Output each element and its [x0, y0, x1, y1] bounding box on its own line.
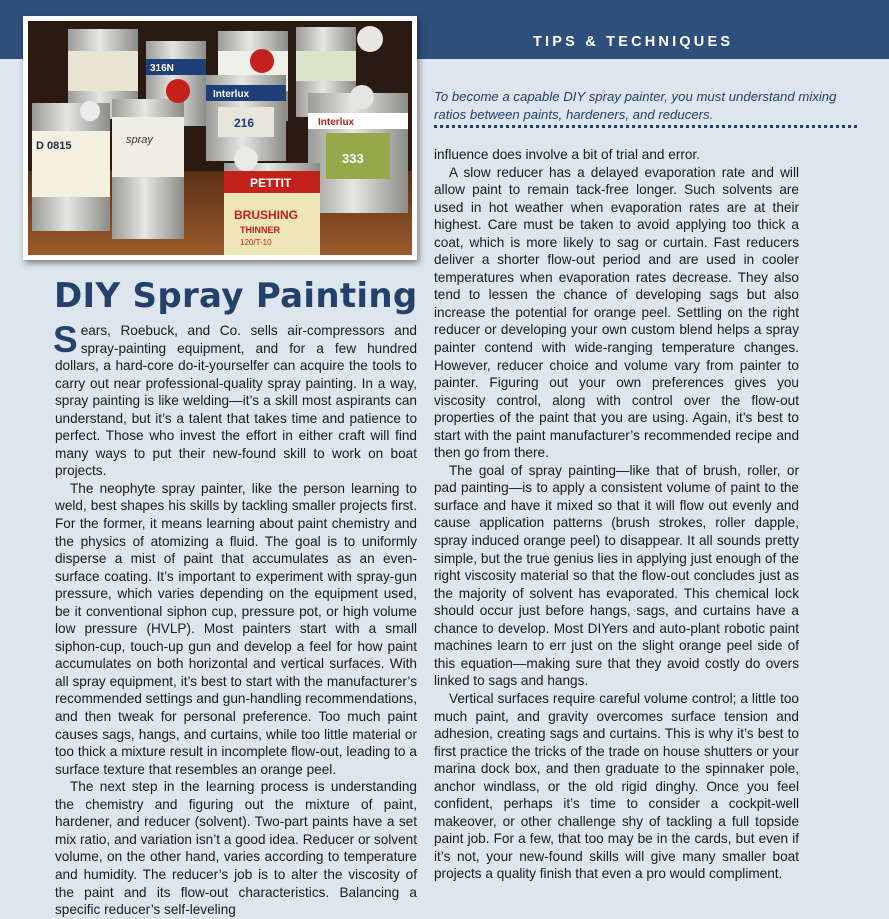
can-label-11: spray	[126, 134, 153, 146]
can-label-10: 316N	[150, 63, 174, 74]
photo-frame	[23, 16, 417, 260]
can-label-7: THINNER	[240, 225, 280, 235]
drop-cap: S	[53, 319, 78, 360]
article-title: DIY Spray Painting	[54, 276, 418, 316]
can-label-2: 216	[234, 116, 255, 130]
can-label-5: PETTIT	[250, 176, 292, 190]
can-label-1: Interlux	[213, 89, 250, 100]
paragraph-5: The goal of spray painting—like that of brush, roller, or pad painting—is to apply a consistent volume of paint to the surface and have it mixed so that it will flow out evenly and cause application patterns (brush strokes, roller dapple, spray induced orange peel) to disappear. It all sounds pretty simple, but the true genius lies in applying just enough of the right viscosity material so that the flow-out concludes just as the majority of solvent has evaporated. This chemical lock should occur just before hangs, sags, and curtains have a chance to develop. Most DIYers and auto-plant robotic paint machines learn to err just on the slight orange peel side of this equation—making sure that they avoid costly do overs linked to sags and hangs.	[434, 462, 799, 689]
section-label: TIPS & TECHNIQUES	[533, 34, 734, 50]
paint-cans-illustration	[28, 21, 412, 255]
deck-divider	[434, 125, 857, 128]
can-label-9: D 0815	[36, 140, 72, 152]
can-label-4: 333	[342, 151, 364, 166]
right-column	[434, 146, 799, 883]
left-column	[53, 319, 417, 919]
paragraph-4: A slow reducer has a delayed evaporation rate and will allow paint to remain tack-free longer. Such solvents are used in hot weather when evaporation rates are at their highest. Care must be taken to avoid applying too thick a coat, which is more likely to sag or curtain. Fast reducers deliver a shorter flow-out period and are used in cooler temperatures when evaporation rates decrease. They also tend to lessen the chance of developing sags but also increase the potential for orange peel. Settling on the right reducer or developing your own custom blend helps a spray painter contend with wide-ranging temperature changes. However, reducer choice and volume vary from painter to painter. Figuring out your own preferences gives you viscosity control, along with control over the flow-out properties of the paint that you are using. Again, it’s best to start with the paint manufacturer’s recommended recipe and then go from there.	[434, 164, 799, 461]
paint-cans-photo	[28, 21, 412, 255]
can-label-6: BRUSHING	[234, 208, 299, 222]
paragraph-continued: influence does involve a bit of trial and error.	[434, 147, 700, 162]
paragraph-6: Vertical surfaces require careful volume control; a little too much paint, and gravity overcomes surface tension and adhesion, creating sags and curtains. This is why it’s best to first practice the tricks of the trade on house shutters or your marina dock box, and then graduate to the spinnaker pole, anchor windlass, or the old rigid dinghy. Once you feel confident, perhaps it’s time to consider a cockpit-well makeover, or other challenge shy of tackling a full topside paint job. For a few, that too may be in the cards, but even if it’s not, your new-found skills will give many smaller boat projects a quality finish that even a pro would compliment.	[434, 690, 799, 882]
article-deck: To become a capable DIY spray painter, you must understand mixing ratios between paints, hardeners, and reducers.	[434, 89, 837, 122]
paragraph-3: The next step in the learning process is understanding the chemistry and figuring out the mixture of paint, hardener, and reducer (solvent). Two-part paints have a set mix ratio, and variation isn’t a good idea. Reducer or solvent volume, on the other hand, varies according to temperature and humidity. The reducer’s job is to alter the viscosity of the paint and its flow-out characteristics. Balancing a specific reducer’s self-leveling	[55, 779, 417, 918]
paragraph-1	[53, 319, 417, 480]
can-label-3: Interlux	[318, 117, 355, 128]
paragraph-2: The neophyte spray painter, like the person learning to weld, best shapes his skills by tackling smaller projects first. For the former, it means learning about paint chemistry and the physics of atomizing a fluid. The goal is to uniformly disperse a mist of paint that accumulates as an even-surface coating. It’s important to experiment with spray-gun pressure, which varies depending on the equipment used, be it conventional siphon cup, pressure pot, or high volume low pressure (HVLP). Most painters start with a small siphon-cup, touch-up gun and develop a feel for how paint accumulates on both horizontal and vertical surfaces. With all spray equipment, it’s best to start with the manufacturer’s recommended settings and gun-handling recommendations, and then tweak for personal preference. Too much paint causes sags, hangs, and curtains, while too little material or too thick a mixture result in incomplete flow-out, leading to a surface texture that resembles an orange peel.	[55, 480, 417, 777]
can-label-8: 120/T-10	[240, 238, 272, 247]
paragraph-1-text: ears, Roebuck, and Co. sells air-compressors and spray-painting equipment, and for a few hundred dollars, a hard-core do-it-yourselfer can acquire the tools to carry out near professional-quality spray painting. In a way, spray painting is like welding—it’s a skill most aspirants can understand, but it’s a talent that takes time and patience to perfect. Those who invest the effort in either craft will find many ways to put their new-found skill to work on boat projects.	[55, 323, 417, 479]
